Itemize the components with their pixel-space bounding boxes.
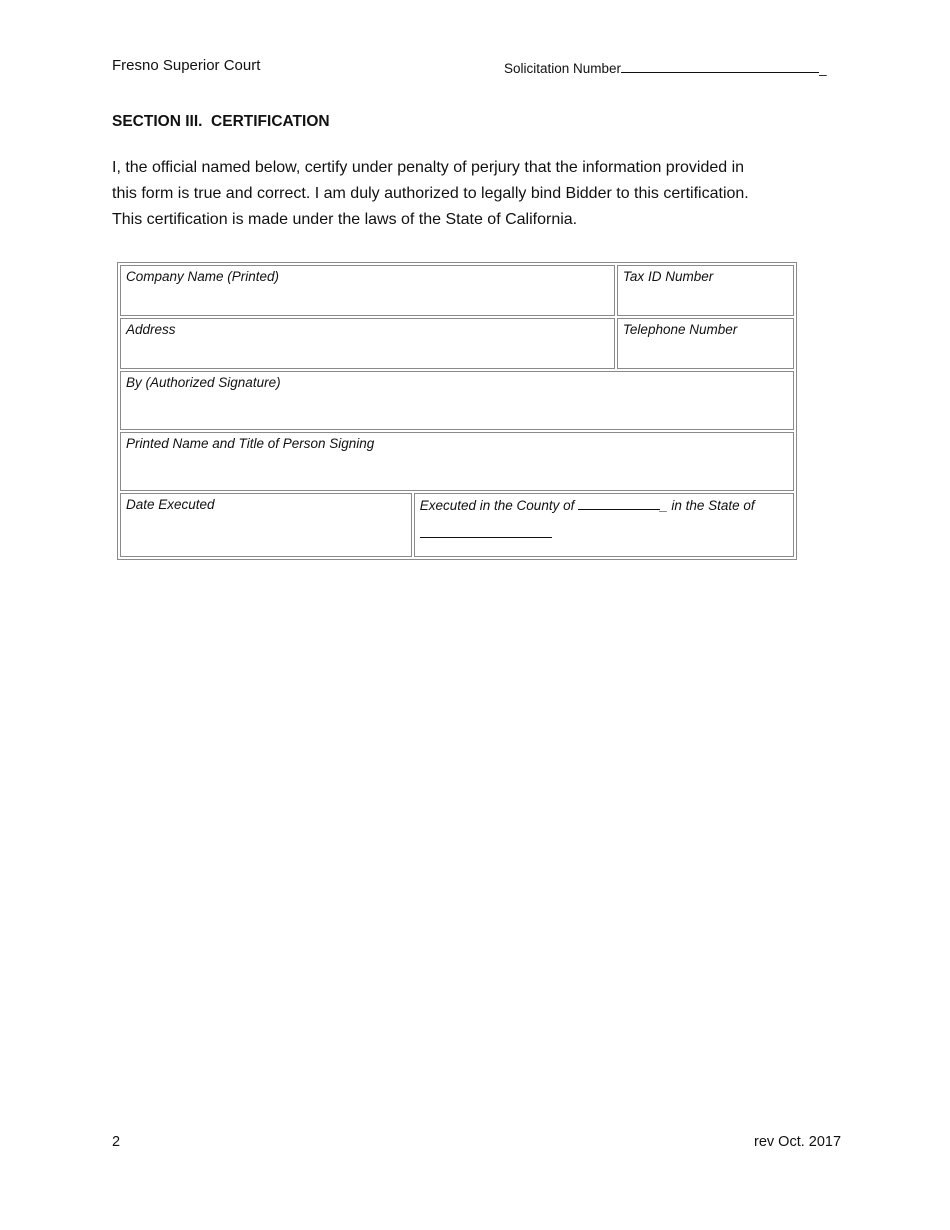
company-name-label: Company Name (Printed) <box>126 269 280 284</box>
county-state-field[interactable] <box>414 493 794 557</box>
company-name-field[interactable] <box>120 265 615 316</box>
telephone-label: Telephone Number <box>622 322 738 337</box>
solicitation-number-field[interactable] <box>504 58 827 76</box>
certification-statement: I, the official named below, certify under penalty of perjury that the information provided in this form is true and correct. I am duly authorized to legally bind Bidder to this certification. This certification is made under the laws of the State of California. <box>112 159 749 228</box>
date-executed-label: Date Executed <box>126 497 215 512</box>
state-blank[interactable] <box>420 537 552 538</box>
revision-date: rev Oct. 2017 <box>754 1134 842 1150</box>
address-label: Address <box>126 322 176 337</box>
telephone-field[interactable] <box>617 318 794 369</box>
printed-name-title-field[interactable] <box>120 432 794 491</box>
tax-id-field[interactable] <box>617 265 794 316</box>
solicitation-number-label: Solicitation Number <box>504 61 622 76</box>
solicitation-number-blank[interactable] <box>621 58 819 73</box>
county-blank[interactable] <box>578 497 660 510</box>
court-name: Fresno Superior Court <box>112 57 261 74</box>
signature-label: By (Authorized Signature) <box>126 375 281 390</box>
date-executed-field[interactable] <box>120 493 412 557</box>
certification-form <box>117 262 797 560</box>
section-title: SECTION III. CERTIFICATION <box>112 113 330 130</box>
solicitation-number-tail: _ <box>819 61 827 76</box>
state-label: _ in the State of <box>660 498 755 513</box>
address-field[interactable] <box>120 318 615 369</box>
tax-id-label: Tax ID Number <box>622 269 714 284</box>
page-number: 2 <box>112 1134 121 1150</box>
signature-field[interactable] <box>120 371 794 430</box>
printed-name-title-label: Printed Name and Title of Person Signing <box>126 436 375 451</box>
county-label: Executed in the County of <box>419 498 575 513</box>
